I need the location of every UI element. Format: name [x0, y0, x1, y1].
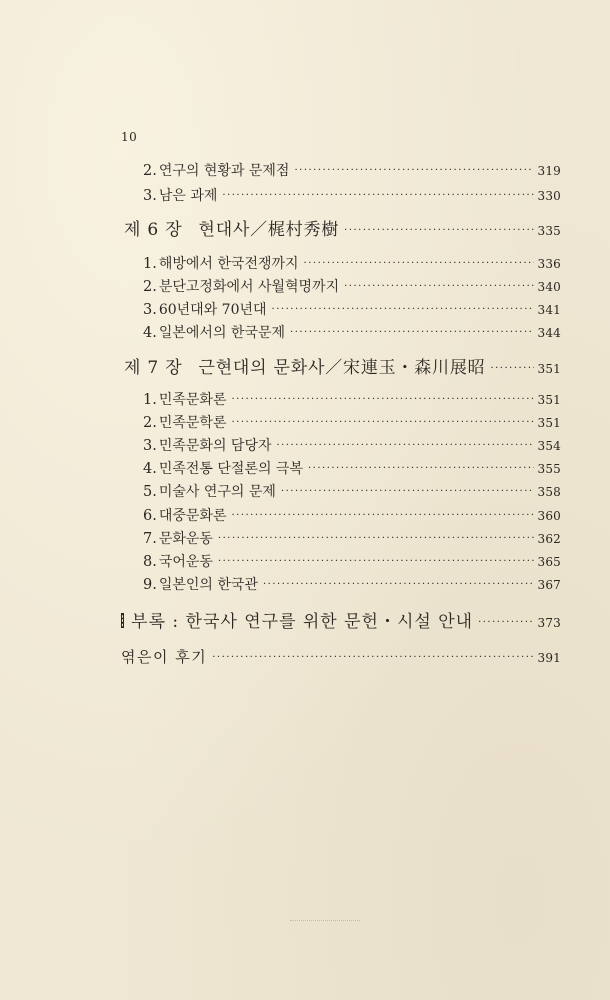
- entry-page: 351: [537, 393, 561, 407]
- dot-leader: [308, 463, 535, 474]
- entry-title: 60년대와 70년대: [158, 302, 267, 318]
- entry-page: 367: [537, 578, 561, 592]
- entry-page: 355: [537, 462, 561, 476]
- dot-leader: [231, 394, 534, 405]
- toc-entry[interactable]: [143, 185, 561, 205]
- dot-leader: [344, 281, 534, 292]
- entry-page: 319: [537, 164, 561, 178]
- dot-leader: [231, 417, 534, 428]
- toc-entry[interactable]: [143, 276, 561, 296]
- chapter-title: 근현대의 문화사／宋連玉・森川展昭: [198, 358, 486, 378]
- dot-leader: [277, 440, 535, 451]
- toc-entry[interactable]: [143, 299, 561, 319]
- entry-title: 미술사 연구의 문제: [158, 484, 276, 500]
- chapter-7-heading[interactable]: [124, 353, 561, 378]
- entry-number: 1.: [143, 392, 157, 408]
- appendix-heading[interactable]: [121, 607, 561, 632]
- entry-number: 4.: [143, 325, 157, 341]
- hatched-square-icon: [121, 613, 124, 628]
- entry-page: 336: [537, 257, 561, 271]
- entry-number: 6.: [143, 508, 157, 524]
- entry-page: 358: [537, 485, 561, 499]
- chapter-title: 현대사／梶村秀樹: [198, 220, 340, 240]
- entry-title: 대중문화론: [158, 508, 227, 524]
- dot-leader: [281, 486, 535, 497]
- entry-title: 분단고정화에서 사월혁명까지: [158, 279, 340, 295]
- page-number: 10: [121, 130, 138, 144]
- toc-entry[interactable]: [143, 505, 561, 525]
- chapter-number: 제 7 장: [124, 358, 183, 378]
- dot-leader: [222, 190, 534, 201]
- appendix-page: 373: [537, 616, 561, 630]
- toc-entry[interactable]: [143, 322, 561, 342]
- dot-leader: [304, 258, 535, 269]
- entry-title: 일본에서의 한국문제: [158, 325, 286, 341]
- chapter-number: 제 6 장: [124, 220, 183, 240]
- entry-number: 3.: [143, 188, 157, 204]
- chapter-6-heading[interactable]: [124, 215, 561, 240]
- afterword-heading[interactable]: [121, 646, 561, 667]
- entry-number: 3.: [143, 302, 157, 318]
- toc-entry[interactable]: [143, 481, 561, 501]
- entry-number: 1.: [143, 256, 157, 272]
- entry-page: 340: [537, 280, 561, 294]
- entry-page: 330: [537, 189, 561, 203]
- entry-page: 344: [537, 326, 561, 340]
- entry-page: 362: [537, 532, 561, 546]
- appendix-title: 부록 : 한국사 연구를 위한 문헌・시설 안내: [131, 612, 474, 632]
- toc-entry[interactable]: [143, 389, 561, 409]
- entry-title: 해방에서 한국전쟁까지: [158, 256, 299, 272]
- entry-title: 민족문화의 담당자: [158, 438, 272, 454]
- toc-entry[interactable]: [143, 435, 561, 455]
- dot-leader: [263, 579, 535, 590]
- entry-number: 5.: [143, 484, 157, 500]
- entry-title: 일본인의 한국관: [158, 577, 258, 593]
- entry-page: 354: [537, 439, 561, 453]
- dot-leader: [218, 533, 535, 544]
- toc-entry[interactable]: [143, 551, 561, 571]
- chapter-page: 351: [537, 362, 561, 376]
- entry-number: 2.: [143, 415, 157, 431]
- entry-page: 341: [537, 303, 561, 317]
- entry-number: 2.: [143, 279, 157, 295]
- dot-leader: [344, 225, 534, 236]
- dot-leader: [290, 327, 534, 338]
- entry-title: 문화운동: [158, 531, 213, 547]
- entry-number: 3.: [143, 438, 157, 454]
- entry-title: 민족문화론: [158, 392, 227, 408]
- dot-leader: [272, 304, 535, 315]
- afterword-title: 엮은이 후기: [121, 648, 208, 666]
- dot-leader: [212, 652, 534, 663]
- chapter-page: 335: [537, 224, 561, 238]
- entry-page: 360: [537, 509, 561, 523]
- paper-smudge: [290, 920, 360, 923]
- entry-number: 4.: [143, 461, 157, 477]
- entry-title: 국어운동: [158, 554, 213, 570]
- entry-page: 351: [537, 416, 561, 430]
- entry-number: 2.: [143, 163, 157, 179]
- toc-entry[interactable]: [143, 458, 561, 478]
- dot-leader: [231, 510, 534, 521]
- afterword-page: 391: [537, 651, 561, 665]
- entry-title: 남은 과제: [158, 188, 218, 204]
- entry-number: 9.: [143, 577, 157, 593]
- dot-leader: [490, 363, 534, 374]
- entry-title: 연구의 현황과 문제점: [158, 163, 290, 179]
- entry-number: 7.: [143, 531, 157, 547]
- entry-title: 민족전통 단절론의 극복: [158, 461, 303, 477]
- dot-leader: [478, 617, 534, 628]
- entry-title: 민족문학론: [158, 415, 227, 431]
- toc-entry[interactable]: [143, 160, 561, 180]
- dot-leader: [218, 556, 535, 567]
- toc-entry[interactable]: [143, 253, 561, 273]
- dot-leader: [294, 165, 534, 176]
- toc-entry[interactable]: [143, 574, 561, 594]
- entry-number: 8.: [143, 554, 157, 570]
- toc-entry[interactable]: [143, 528, 561, 548]
- entry-page: 365: [537, 555, 561, 569]
- toc-entry[interactable]: [143, 412, 561, 432]
